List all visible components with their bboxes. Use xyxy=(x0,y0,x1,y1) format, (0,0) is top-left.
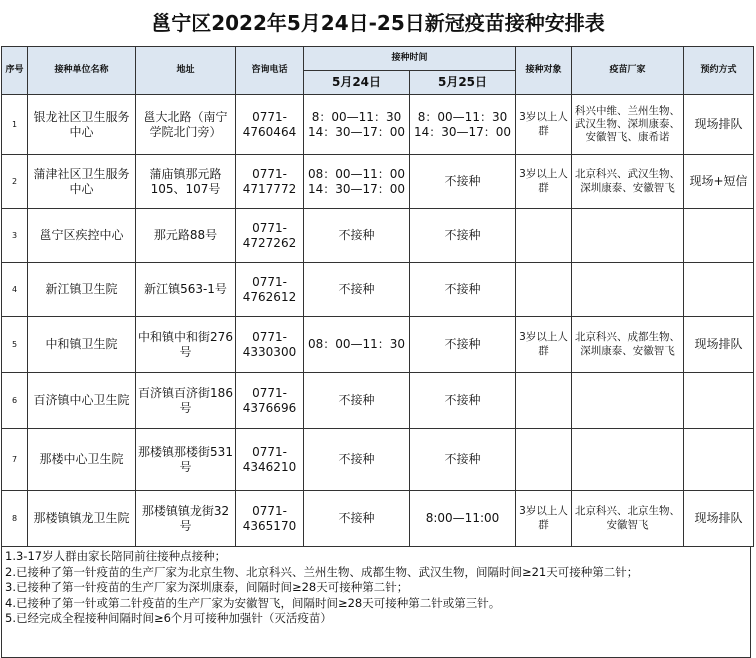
cell-maker xyxy=(572,373,684,429)
table-row xyxy=(2,429,754,491)
header-maker: 疫苗厂家 xyxy=(572,47,684,95)
cell-seq: 3 xyxy=(2,209,28,263)
header-date-2: 5月25日 xyxy=(410,71,516,95)
cell-booking: 现场+短信 xyxy=(684,155,754,209)
header-booking: 预约方式 xyxy=(684,47,754,95)
table-row xyxy=(2,373,754,429)
cell-target xyxy=(516,373,572,429)
cell-target: 3岁以上人群 xyxy=(516,155,572,209)
cell-seq: 5 xyxy=(2,317,28,373)
cell-time-date-2: 不接种 xyxy=(410,155,516,209)
cell-time-date-2: 8：00—11：30 14：30—17：00 xyxy=(410,95,516,155)
cell-unit: 邕宁区疾控中心 xyxy=(28,209,136,263)
cell-phone: 0771-4346210 xyxy=(236,429,304,491)
cell-target: 3岁以上人群 xyxy=(516,95,572,155)
table-row xyxy=(2,491,754,547)
cell-time-date-1: 8：00—11：30 14：30—17：00 xyxy=(304,95,410,155)
cell-unit: 那楼中心卫生院 xyxy=(28,429,136,491)
cell-maker: 科兴中维、兰州生物、武汉生物、深圳康泰、安徽智飞、康希诺 xyxy=(572,95,684,155)
schedule-table xyxy=(1,46,754,547)
cell-time-date-1: 不接种 xyxy=(304,491,410,547)
cell-booking: 现场排队 xyxy=(684,491,754,547)
cell-maker: 北京科兴、武汉生物、深圳康泰、安徽智飞 xyxy=(572,155,684,209)
cell-maker: 北京科兴、成都生物、深圳康泰、安徽智飞 xyxy=(572,317,684,373)
note-item: 2.已接种了第一针疫苗的生产厂家为北京生物、北京科兴、兰州生物、成都生物、武汉生物，间隔时间≥21天可接种第二针； xyxy=(5,564,639,579)
page-title: 邕宁区2022年5月24日-25日新冠疫苗接种安排表 xyxy=(151,11,605,35)
cell-target xyxy=(516,209,572,263)
cell-time-date-2: 不接种 xyxy=(410,263,516,317)
cell-time-date-1: 不接种 xyxy=(304,373,410,429)
cell-booking: 现场排队 xyxy=(684,95,754,155)
cell-seq: 7 xyxy=(2,429,28,491)
cell-unit: 银龙社区卫生服务中心 xyxy=(28,95,136,155)
cell-target: 3岁以上人群 xyxy=(516,491,572,547)
header-phone: 咨询电话 xyxy=(236,47,304,95)
cell-address: 百济镇百济街186号 xyxy=(136,373,236,429)
cell-maker xyxy=(572,263,684,317)
cell-time-date-1: 08：00—11：30 xyxy=(304,317,410,373)
note-item: 1.3-17岁人群由家长陪同前往接种点接种； xyxy=(5,549,227,563)
cell-unit: 蒲津社区卫生服务中心 xyxy=(28,155,136,209)
cell-seq: 6 xyxy=(2,373,28,429)
cell-unit: 百济镇中心卫生院 xyxy=(28,373,136,429)
note-item: 4.已接种了第一针或第二针疫苗的生产厂家为安徽智飞，间隔时间≥28天可接种第二针或第三针。 xyxy=(5,595,501,610)
header-address: 地址 xyxy=(136,47,236,95)
cell-maker: 北京科兴、北京生物、安徽智飞 xyxy=(572,491,684,547)
table-row xyxy=(2,209,754,263)
header-date-1: 5月24日 xyxy=(304,71,410,95)
cell-address: 那楼镇镇龙街32号 xyxy=(136,491,236,547)
note-item: 3.已接种了第一针疫苗的生产厂家为深圳康泰，间隔时间≥28天可接种第二针； xyxy=(5,580,409,595)
header-seq: 序号 xyxy=(2,47,28,95)
cell-address: 邕大北路（南宁学院北门旁） xyxy=(136,95,236,155)
cell-address: 那元路88号 xyxy=(136,209,236,263)
cell-unit: 那楼镇镇龙卫生院 xyxy=(28,491,136,547)
cell-phone: 0771-4330300 xyxy=(236,317,304,373)
cell-time-date-1: 不接种 xyxy=(304,209,410,263)
cell-booking: 现场排队 xyxy=(684,317,754,373)
note-item: 5.已经完成全程接种间隔时间≥6个月可接种加强针（灭活疫苗） xyxy=(5,611,332,626)
cell-seq: 1 xyxy=(2,95,28,155)
cell-maker xyxy=(572,429,684,491)
header-target: 接种对象 xyxy=(516,47,572,95)
cell-phone: 0771-4762612 xyxy=(236,263,304,317)
cell-booking xyxy=(684,373,754,429)
cell-time-date-2: 不接种 xyxy=(410,317,516,373)
cell-address: 中和镇中和街276号 xyxy=(136,317,236,373)
cell-seq: 2 xyxy=(2,155,28,209)
table-row xyxy=(2,95,754,155)
cell-address: 新江镇563-1号 xyxy=(136,263,236,317)
cell-booking xyxy=(684,263,754,317)
cell-booking xyxy=(684,429,754,491)
cell-target: 3岁以上人群 xyxy=(516,317,572,373)
cell-booking xyxy=(684,209,754,263)
cell-time-date-2: 8:00—11:00 xyxy=(410,491,516,547)
cell-time-date-1: 不接种 xyxy=(304,429,410,491)
cell-phone: 0771-4376696 xyxy=(236,373,304,429)
cell-phone: 0771-4717772 xyxy=(236,155,304,209)
cell-time-date-2: 不接种 xyxy=(410,373,516,429)
cell-target xyxy=(516,263,572,317)
cell-address: 蒲庙镇那元路105、107号 xyxy=(136,155,236,209)
cell-seq: 4 xyxy=(2,263,28,317)
table-row xyxy=(2,317,754,373)
header-unit: 接种单位名称 xyxy=(28,47,136,95)
notes-section xyxy=(1,547,751,658)
header-time: 接种时间 xyxy=(304,47,516,71)
cell-time-date-2: 不接种 xyxy=(410,429,516,491)
cell-phone: 0771-4727262 xyxy=(236,209,304,263)
cell-seq: 8 xyxy=(2,491,28,547)
table-row xyxy=(2,155,754,209)
cell-maker xyxy=(572,209,684,263)
cell-address: 那楼镇那楼街531号 xyxy=(136,429,236,491)
cell-time-date-2: 不接种 xyxy=(410,209,516,263)
cell-phone: 0771-4365170 xyxy=(236,491,304,547)
cell-target xyxy=(516,429,572,491)
cell-unit: 新江镇卫生院 xyxy=(28,263,136,317)
cell-time-date-1: 不接种 xyxy=(304,263,410,317)
table-row xyxy=(2,263,754,317)
cell-unit: 中和镇卫生院 xyxy=(28,317,136,373)
cell-phone: 0771-4760464 xyxy=(236,95,304,155)
cell-time-date-1: 08：00—11：00 14：30—17：00 xyxy=(304,155,410,209)
